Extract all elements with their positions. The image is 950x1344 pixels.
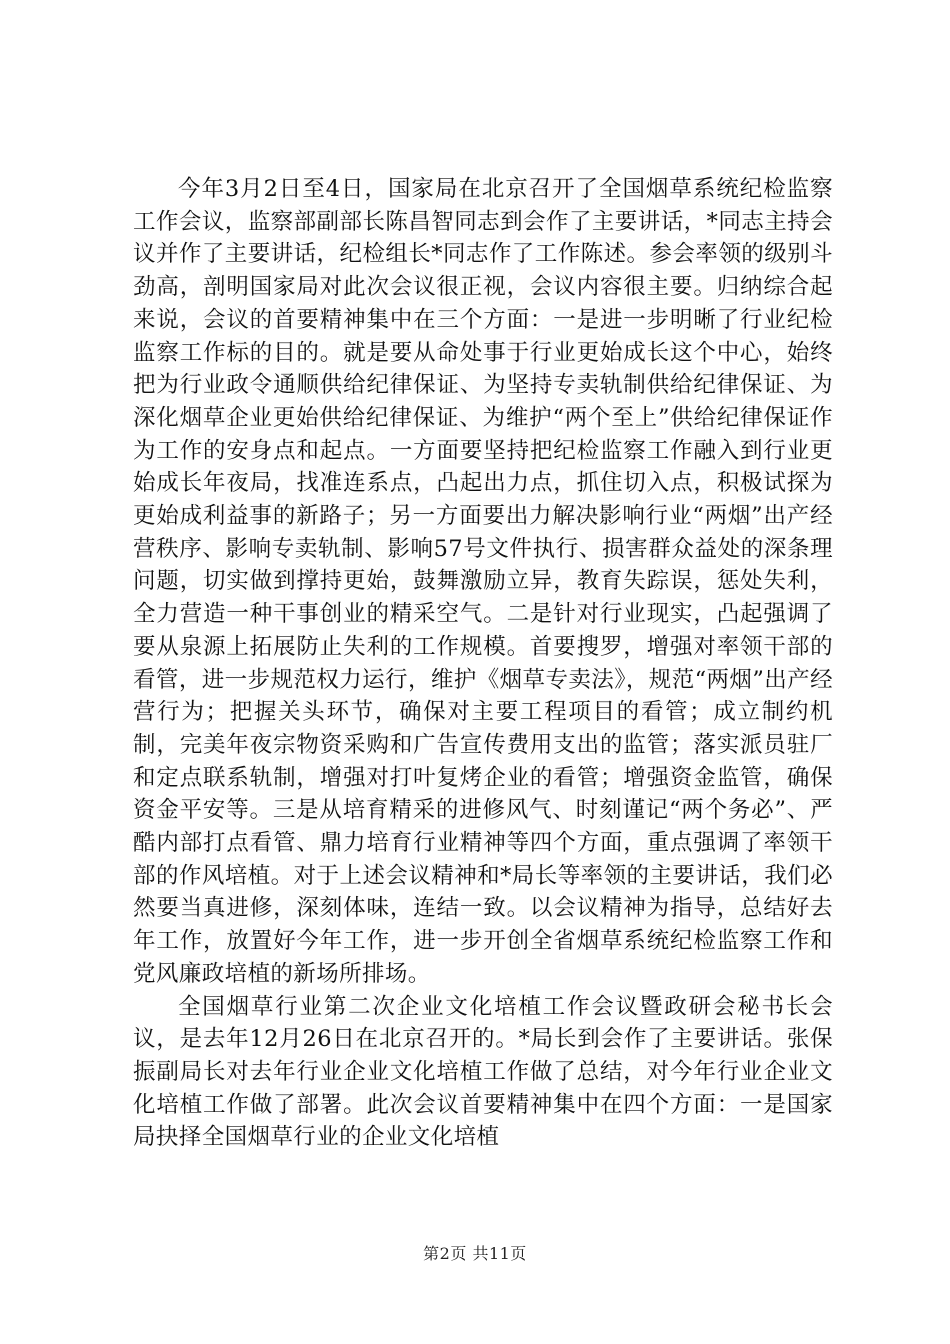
page-number-footer: 第2页 共11页 <box>423 1244 527 1263</box>
document-body <box>133 173 833 1154</box>
paragraph-1: 今年3月2日至4日，国家局在北京召开了全国烟草系统纪检监察工作会议，监察部副部长陈昌智同志到会作了主要讲话，*同志主持会议并作了主要讲话，纪检组长*同志作了工作陈述。参会率领的级别斗劲高，剖明国家局对此次会议很正视，会议内容很主要。归纳综合起来说，会议的首要精神集中在三个方面：一是进一步明晰了行业纪检监察工作标的目的。就是要从命处事于行业更始成长这个中心，始终把为行业政令通顺供给纪律保证、为坚持专卖轨制供给纪律保证、为深化烟草企业更始供给纪律保证、为维护“两个至上”供给纪律保证作为工作的安身点和起点。一方面要坚持把纪检监察工作融入到行业更始成长年夜局，找准连系点，凸起出力点，抓住切入点，积极试探为更始成利益事的新路子；另一方面要出力解决影响行业“两烟”出产经营秩序、影响专卖轨制、影响57号文件执行、损害群众益处的深条理问题，切实做到撑持更始，鼓舞激励立异，教育失踪误，惩处失利，全力营造一种干事创业的精采空气。二是针对行业现实，凸起强调了要从泉源上拓展防止失利的工作规模。首要搜罗，增强对率领干部的看管，进一步规范权力运行，维护《烟草专卖法》，规范“两烟”出产经营行为；把握关头环节，确保对主要工程项目的看管；成立制约机制，完美年夜宗物资采购和广告宣传费用支出的监管；落实派员驻厂和定点联系轨制，增强对打叶复烤企业的看管；增强资金监管，确保资金平安等。三是从培育精采的进修风气、时刻谨记“两个务必”、严酷内部打点看管、鼎力培育行业精神等四个方面，重点强调了率领干部的作风培植。对于上述会议精神和*局长等率领的主要讲话，我们必然要当真进修，深刻体味，连结一致。以会议精神为指导，总结好去年工作，放置好今年工作，进一步开创全省烟草系统纪检监察工作和党风廉政培植的新场所排场。 <box>133 176 833 987</box>
paragraph-2: 全国烟草行业第二次企业文化培植工作会议暨政研会秘书长会议，是去年12月26日在北京召开的。*局长到会作了主要讲话。张保振副局长对去年行业企业文化培植工作做了总结，对今年行业企业文化培植工作做了部署。此次会议首要精神集中在四个方面：一是国家局抉择全国烟草行业的企业文化培植 <box>133 993 833 1151</box>
